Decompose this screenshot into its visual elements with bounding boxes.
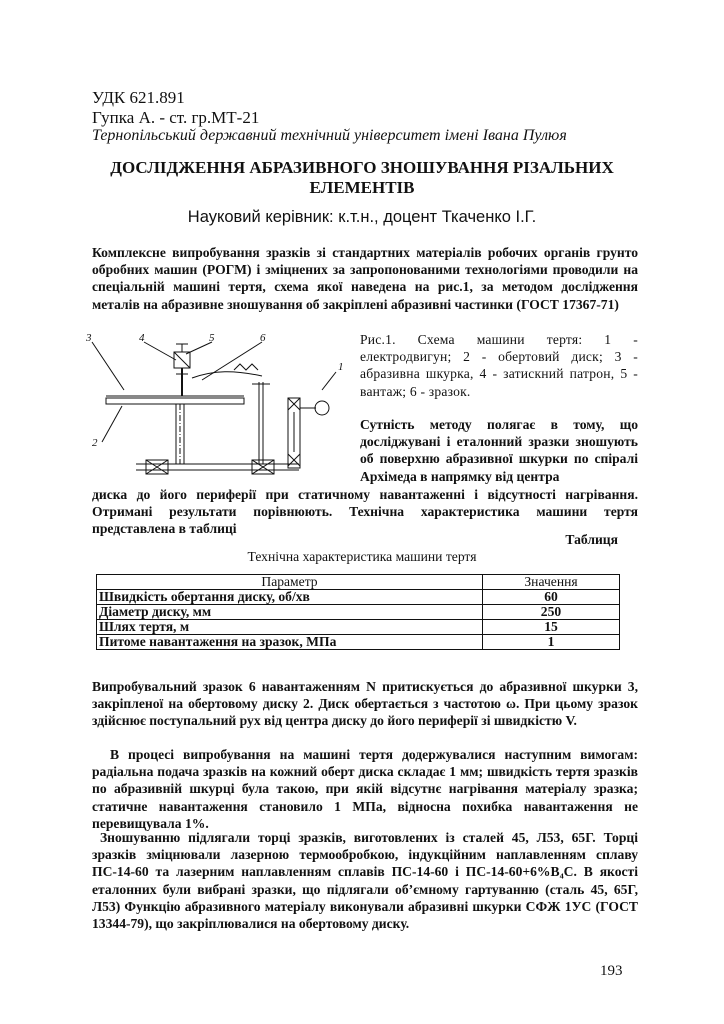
table-cell-param: Питоме навантаження на зразок, МПа — [97, 635, 483, 650]
spec-table — [96, 574, 620, 650]
table-row — [97, 590, 620, 605]
table-title: Технічна характеристика машини тертя — [247, 549, 477, 564]
paragraph-materials: Зношуванню підлягали торці зразків, виготовлених із сталей 45, Л53, 65Г. Торці зразків зміцнювали лазерною термообробкою, індукційним наплавленням сплаву ПС-14-60 та лазерним наплавленням сплавів ПС-14-60 і ПС-14-60+6%B₄C. В якості еталонних були вибрані зразки, що підлягали об’ємному гартуванню (сталь 45, 65Г, Л53) Функцію абразивного матеріалу виконували абразивні шкурки СФЖ 1УС (ГОСТ 13344-79), що закріплювалися на обертовому диску. — [92, 830, 638, 932]
paragraph-method-continued: диска до його периферії при статичному навантаженні і відсутності нагрівання. Отримані результати порівнюють. Технічна характеристика машини тертя представлена в таблиці — [92, 487, 638, 537]
table-cell-value: 1 — [483, 635, 620, 650]
figure-label-2: 2 — [92, 437, 98, 449]
table-cell-value: 60 — [483, 590, 620, 605]
figure-label-1: 1 — [338, 361, 344, 373]
figure-label-4: 4 — [139, 332, 145, 344]
supervisor: Науковий керівник: к.т.н., доцент Ткаченко І.Г. — [187, 208, 537, 226]
table-header-value: Значення — [483, 575, 620, 590]
table-row — [97, 620, 620, 635]
table-cell-param: Діаметр диску, мм — [97, 605, 483, 620]
table-row — [97, 605, 620, 620]
table-row — [97, 635, 620, 650]
author: Гупка А. - ст. гр.МТ-21 — [92, 108, 260, 127]
paragraph-intro: Комплексне випробування зразків зі стандартних матеріалів робочих органів грунто обробних машин (РОГМ) і зміцнених за запропонованими технологіями проводили на спеціальній машині тертя, схема якої наведена на рис.1, за методом дослідження металів на абразивне зношування об закріплені абразивні частинки (ГОСТ 17367-71) — [92, 245, 638, 312]
page-number: 193 — [600, 963, 623, 979]
paragraph-requirements: В процесі випробування на машині тертя додержувалися наступним вимогам: радіальна подача зразків на кожний оберт диска складає 1 мм; швидкість тертя зразків по абразивній шкурці була такою, при якій відсутнє нагрівання матеріалу зразка; статичне навантаження становило 1 МПа, відносна похибка навантаження не перевищувала 1%. — [92, 747, 638, 831]
table-header-row — [97, 575, 620, 590]
udk-code: УДК 621.891 — [92, 88, 185, 107]
article-title: ДОСЛІДЖЕННЯ АБРАЗИВНОГО ЗНОШУВАННЯ РІЗАЛЬНИХ ЕЛЕМЕНТІВ — [110, 158, 614, 197]
table-cell-param: Швидкість обертання диску, об/хв — [97, 590, 483, 605]
table-header-parameter: Параметр — [97, 575, 483, 590]
table-cell-value: 15 — [483, 620, 620, 635]
paragraph-method: Сутність методу полягає в тому, що досліджувані і еталонний зразки зношують об поверхню абразивної шкурки по спіралі Архімеда в напрямку від центра — [360, 417, 638, 484]
table-cell-value: 250 — [483, 605, 620, 620]
figure-label-3: 3 — [86, 332, 92, 344]
figure-label-6: 6 — [260, 332, 266, 344]
rotating-disk — [106, 398, 244, 404]
figure-label-5: 5 — [209, 332, 215, 344]
motor-icon — [315, 401, 329, 415]
paragraph-specimen: Випробувальний зразок 6 навантаженням N притискується до абразивної шкурки 3, закріпленої на обертовому диску 2. Диск обертається з частотою ω. При цьому зразок здійснює поступальний рух від центра диску до його периферії зі швидкістю V. — [92, 679, 638, 729]
figure-caption: Рис.1. Схема машини тертя: 1 - електродвигун; 2 - обертовий диск; 3 - абразивна шкурка, 4 - затискний патрон, 5 - вантаж; 6 - зразок. — [360, 332, 638, 399]
table-label: Таблиця — [565, 532, 618, 547]
table-cell-param: Шлях тертя, м — [97, 620, 483, 635]
friction-machine-diagram — [84, 330, 354, 480]
affiliation: Тернопільський державний технічний університет імені Івана Пулюя — [92, 127, 567, 144]
